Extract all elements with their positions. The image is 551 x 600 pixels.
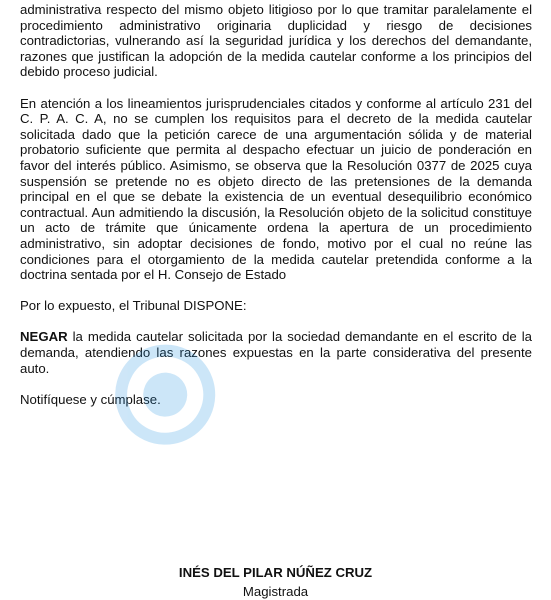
paragraph-dispone: Por lo expuesto, el Tribunal DISPONE: <box>20 298 247 314</box>
paragraph-jurisprudence: En atención a los lineamientos jurisprudenciales citados y conforme al artículo 231 del C. P. A. C. A, no se cumplen los requisitos para el decreto de la medida cautelar solicitada dado que la petición carece de una argumentación sólida y de material probatorio suficiente que permita al despacho efectuar un juicio de ponderación en favor del interés público. Asimismo, se observa que la Resolución 0377 de 2025 cuya suspensión se pretende no es objeto directo de las pretensiones de la demanda principal en el que se debate la existencia de un eventual desequilibrio económico contractual. Aun admitiendo la discusión, la Resolución objeto de la solicitud constituye un acto de trámite que únicamente ordena la apertura de un procedimiento administrativo, sin adoptar decisiones de fondo, motivo por el cual no reúne las condiciones para el otorgamiento de la medida cautelar pretendida conforme a la doctrina sentada por el H. Consejo de Estado <box>20 95 532 283</box>
signature-title: Magistrada <box>242 584 309 599</box>
decision-text: la medida cautelar solicitada por la sociedad demandante en el escrito de la demanda, atendiendo las razones expuestas en la parte considerativa del presente auto. <box>20 329 532 376</box>
signature-name: INÉS DEL PILAR NÚÑEZ CRUZ <box>178 565 373 580</box>
document-body <box>20 2 532 407</box>
paragraph-decision <box>20 329 532 376</box>
decision-keyword: NEGAR <box>20 329 68 345</box>
paragraph-closing: Notifíquese y cúmplase. <box>20 391 161 407</box>
paragraph-reasoning-continuation: administrativa respecto del mismo objeto litigioso por lo que tramitar paralelamente el procedimiento administrativo originaria duplicidad y riesgo de decisiones contradictorias, vulnerando así la seguridad jurídica y los derechos del demandante, razones que justifican la adopción de la medida cautelar conforme a los principios del debido proceso judicial. <box>20 2 532 80</box>
